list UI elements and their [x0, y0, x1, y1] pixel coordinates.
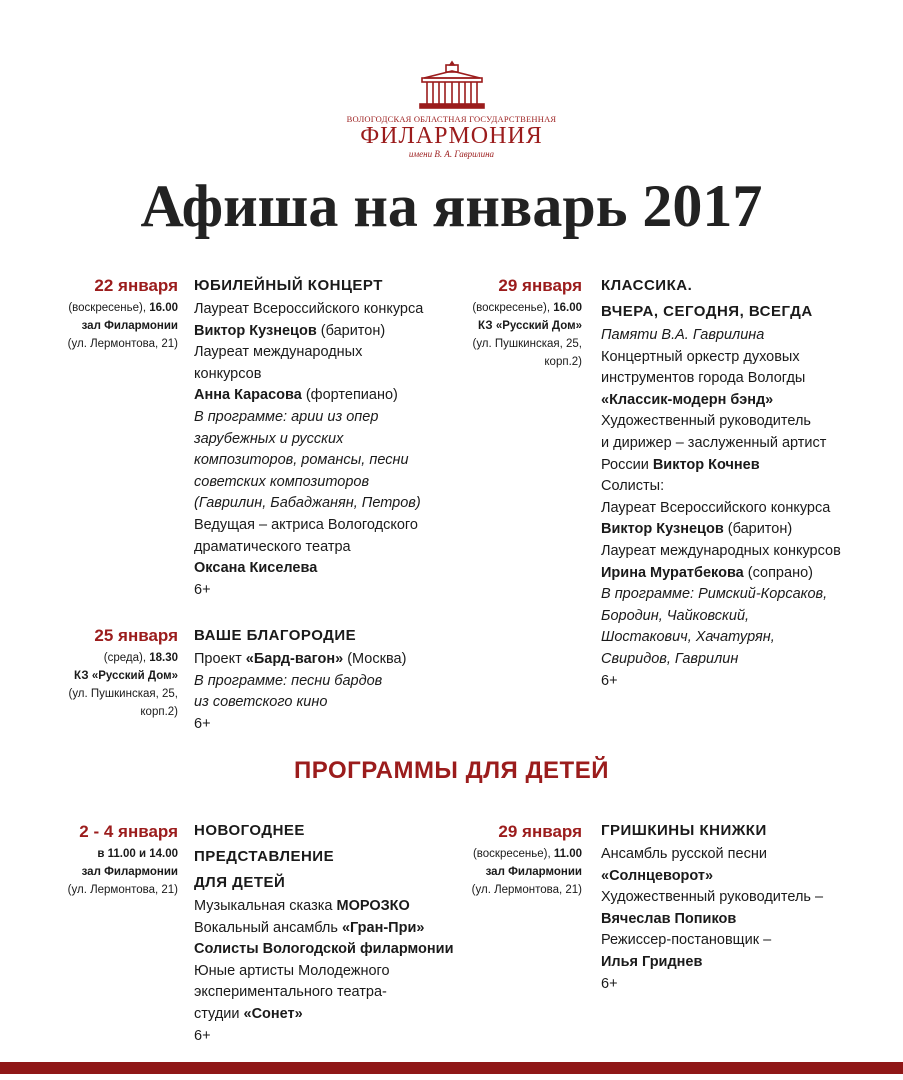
program-line: советских композиторов — [194, 473, 370, 490]
studio-name: «Сонет» — [243, 1005, 303, 1022]
text-line: Лауреат Всероссийского конкурса — [194, 301, 424, 317]
text-line: Солисты: — [601, 478, 665, 495]
event-date: 2 - 4 января — [79, 822, 178, 841]
event-description — [194, 818, 484, 1047]
age-rating: 6+ — [194, 581, 211, 598]
logo-dedication: имени В. А. Гаврилина — [408, 149, 495, 159]
event-meta — [445, 845, 582, 899]
event-time: 16.00 — [149, 302, 178, 314]
event-date: 29 января — [498, 822, 582, 841]
event-time: в 11.00 и 14.00 — [97, 848, 178, 860]
logo-name: ФИЛАРМОНИЯ — [360, 123, 543, 149]
event-date: 29 января — [498, 276, 582, 295]
text-line — [194, 649, 474, 671]
performer-name: Виктор Кузнецов — [601, 521, 724, 538]
event-description — [194, 623, 474, 735]
performer-name: Ирина Муратбекова — [601, 564, 744, 581]
event-date: 25 января — [94, 626, 178, 645]
text-line: Ансамбль русской песни — [601, 846, 767, 862]
event-date: 22 января — [94, 276, 178, 295]
event-day: (воскресенье), — [472, 848, 551, 860]
performer-name: Виктор Кочнев — [652, 456, 760, 473]
program-line: (Гаврилин, Бабаджанян, Петров) — [194, 495, 421, 512]
event-address: (ул. Лермонтова, 21) — [67, 338, 178, 350]
event-venue: зал Филармонии — [81, 866, 178, 878]
text-line: Художественный руководитель – — [601, 889, 824, 906]
text-line — [194, 1004, 484, 1026]
text-fragment: Вокальный ансамбль — [194, 919, 342, 936]
event-title: ВАШЕ БЛАГОРОДИЕ — [194, 627, 357, 644]
event-day: (среда), — [103, 652, 147, 664]
text-fragment: (Москва) — [343, 651, 407, 667]
text-line: Лауреат международных конкурсов — [601, 542, 841, 559]
event-date-block — [40, 822, 178, 899]
program-line: из советского кино — [194, 694, 328, 711]
text-fragment: студии — [194, 1005, 244, 1022]
event-address: (ул. Лермонтова, 21) — [471, 884, 582, 896]
ensemble-name: «Солнцеворот» — [601, 867, 714, 884]
event-day: (воскресенье), — [472, 302, 551, 314]
text-line: конкурсов — [194, 365, 262, 382]
event-meta — [40, 649, 178, 721]
event-venue: зал Филармонии — [485, 866, 582, 878]
age-rating: 6+ — [194, 1027, 211, 1044]
performer-role: (фортепиано) — [301, 387, 398, 404]
event-title: ДЛЯ ДЕТЕЙ — [194, 874, 286, 891]
program-line: композиторов, романсы, песни — [194, 452, 409, 469]
ensemble-name: «Гран-При» — [341, 919, 425, 936]
performer-role: (сопрано) — [743, 564, 813, 581]
text-fragment: Музыкальная сказка — [194, 898, 337, 914]
event-description — [194, 273, 474, 601]
show-name: МОРОЗКО — [336, 898, 410, 914]
event-meta — [40, 299, 178, 353]
event-title: ГРИШКИНЫ КНИЖКИ — [601, 822, 767, 839]
text-line: Концертный оркестр духовых — [601, 348, 800, 365]
building-emblem-icon — [418, 60, 486, 110]
event-address: (ул. Лермонтова, 21) — [67, 884, 178, 896]
text-line: Режиссер-постановщик – — [601, 932, 772, 949]
performer-name: Оксана Киселева — [194, 560, 318, 577]
text-line: и дирижер – заслуженный артист — [601, 434, 827, 451]
event-venue: зал Филармонии — [81, 320, 178, 332]
performer-name: Солисты Вологодской филармонии — [194, 941, 454, 958]
event-time: 16.00 — [553, 302, 582, 314]
event-venue: КЗ «Русский Дом» — [477, 320, 582, 332]
event-title: КЛАССИКА. — [601, 277, 693, 294]
text-line — [194, 896, 484, 918]
event-meta — [40, 845, 178, 899]
text-line: Лауреат международных — [194, 344, 363, 361]
age-rating: 6+ — [601, 975, 618, 992]
performer-role: (баритон) — [316, 322, 386, 339]
event-address: (ул. Пушкинская, 25, — [68, 688, 178, 700]
philharmonic-logo — [340, 60, 563, 159]
performer-role: (баритон) — [723, 521, 793, 538]
program-line: Бородин, Чайковский, — [601, 607, 750, 624]
program-line: Свиридов, Гаврилин — [601, 650, 739, 667]
event-meta — [445, 299, 582, 371]
text-line: Лауреат Всероссийского конкурса — [601, 499, 831, 516]
program-line: В программе: Римский-Корсаков, — [601, 586, 828, 603]
program-line: В программе: песни бардов — [194, 672, 383, 689]
performer-name: Анна Карасова — [194, 387, 302, 404]
age-rating: 6+ — [601, 672, 618, 689]
program-line: зарубежных и русских — [194, 430, 344, 447]
program-line: В программе: арии из опер — [194, 408, 379, 425]
event-address: корп.2) — [140, 706, 178, 718]
project-name: «Бард-вагон» — [245, 651, 344, 667]
text-line — [601, 455, 897, 477]
ensemble-name: «Классик-модерн бэнд» — [601, 391, 774, 408]
age-rating: 6+ — [194, 715, 211, 732]
program-line: Шостакович, Хачатурян, — [601, 629, 775, 646]
event-title: ВЧЕРА, СЕГОДНЯ, ВСЕГДА — [601, 303, 813, 320]
text-fragment: России — [601, 456, 653, 473]
performer-name: Вячеслав Попиков — [601, 910, 737, 927]
footer-divider — [0, 1062, 903, 1074]
event-description — [601, 273, 897, 692]
text-line: Художественный руководитель — [601, 413, 811, 430]
text-line — [601, 563, 897, 585]
performer-name: Илья Гриднев — [601, 953, 703, 970]
text-line: драматического театра — [194, 538, 351, 555]
event-date-block — [445, 276, 582, 371]
text-line — [601, 519, 897, 541]
event-date-block — [445, 822, 582, 899]
performer-name: Виктор Кузнецов — [194, 322, 317, 339]
event-day: (воскресенье), — [68, 302, 147, 314]
event-time: 18.30 — [149, 652, 178, 664]
kids-section-heading: ПРОГРАММЫ ДЛЯ ДЕТЕЙ — [294, 757, 609, 784]
event-date-block — [40, 626, 178, 721]
program-line: Памяти В.А. Гаврилина — [601, 327, 765, 343]
event-title: ПРЕДСТАВЛЕНИЕ — [194, 848, 335, 865]
event-time: 11.00 — [553, 848, 582, 860]
text-line: Юные артисты Молодежного — [194, 962, 390, 979]
event-date-block — [40, 276, 178, 353]
event-venue: КЗ «Русский Дом» — [73, 670, 178, 682]
text-fragment: Проект — [194, 651, 246, 667]
text-line — [194, 385, 474, 407]
logo-region-text: ВОЛОГОДСКАЯ ОБЛАСТНАЯ ГОСУДАРСТВЕННАЯ — [346, 114, 557, 124]
page-title: Афиша на январь 2017 — [140, 173, 763, 239]
event-title: ЮБИЛЕЙНЫЙ КОНЦЕРТ — [194, 277, 383, 294]
text-line — [194, 918, 484, 940]
text-line: экспериментального театра- — [194, 984, 387, 1001]
event-description — [601, 818, 897, 995]
event-address: корп.2) — [544, 356, 582, 368]
text-line: Ведущая – актриса Вологодского — [194, 516, 418, 533]
event-address: (ул. Пушкинская, 25, — [472, 338, 582, 350]
text-line: инструментов города Вологды — [601, 370, 806, 387]
text-line — [194, 321, 474, 343]
event-title: НОВОГОДНЕЕ — [194, 822, 305, 839]
